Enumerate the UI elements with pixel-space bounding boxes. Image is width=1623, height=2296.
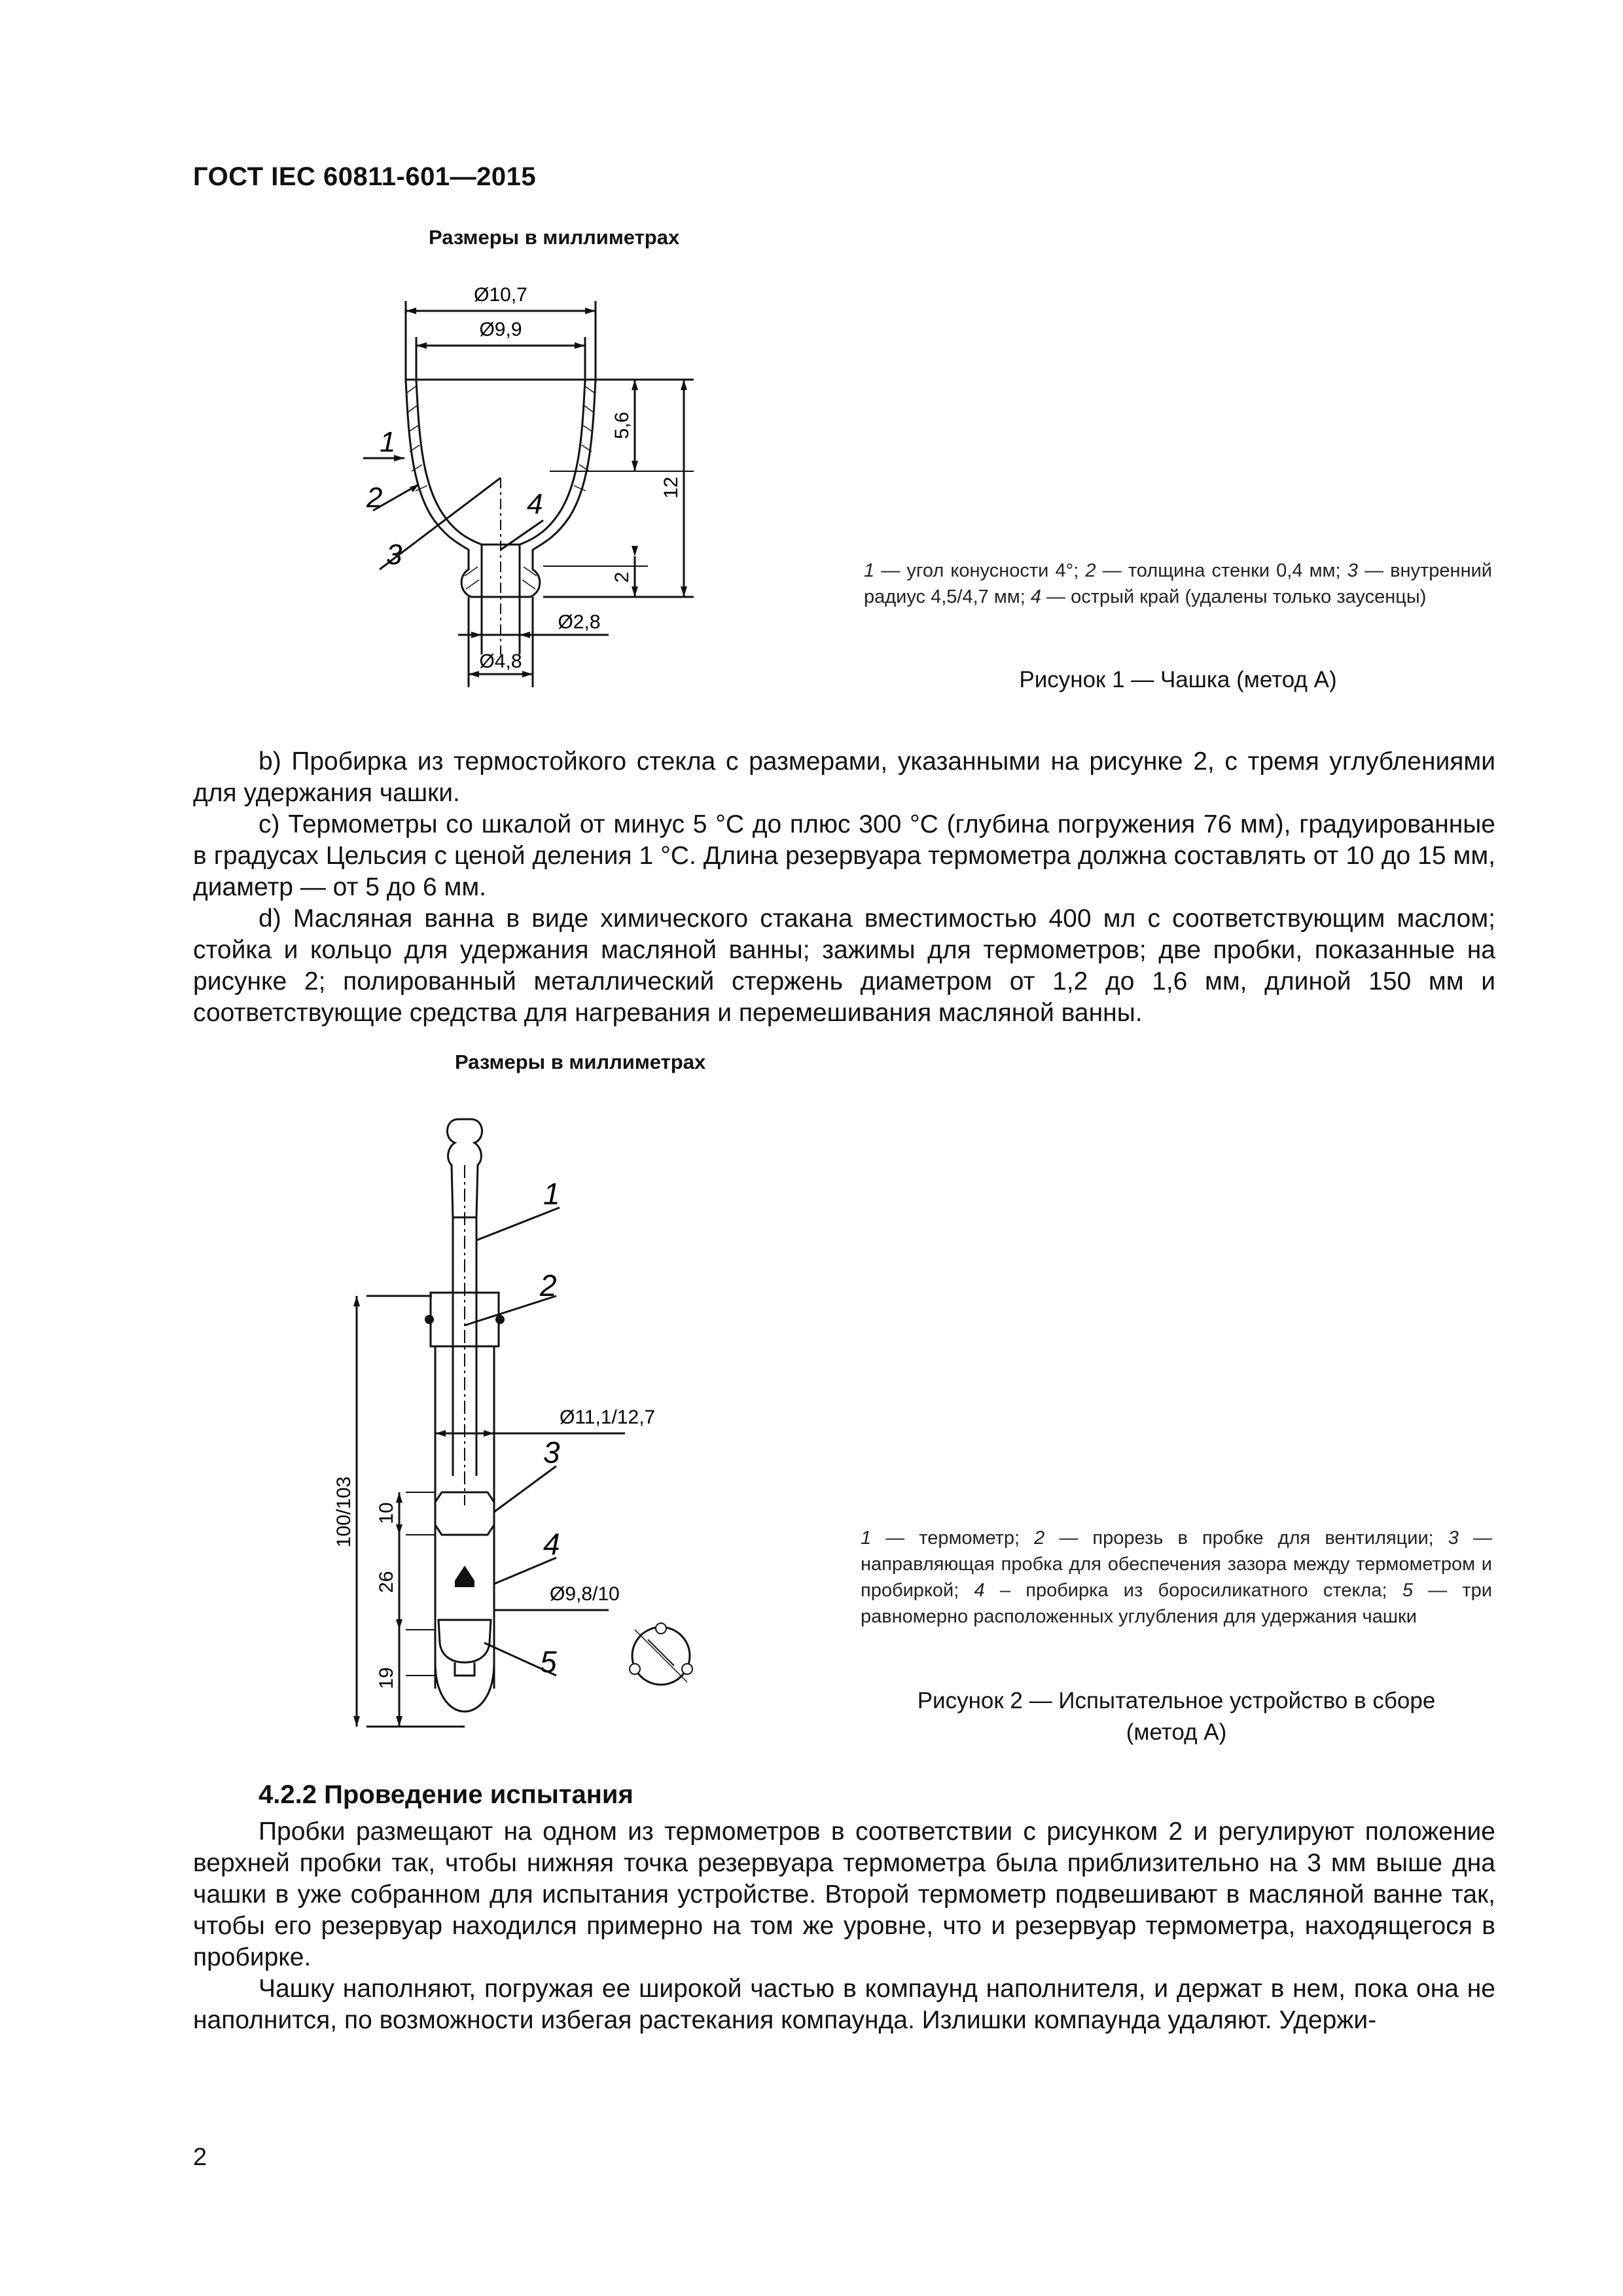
page-number: 2 [193,2144,207,2171]
figure2-legend-num-3: 3 [1448,1528,1459,1549]
document-code: ГОСТ IEC 60811-601—2015 [193,162,537,191]
section-paragraph-1: Пробки размещают на одном из термометров в соответствии с рисунком 2 и регулируют положение верхней пробки так, чтобы нижняя точка резервуара термометра была приблизительно на 3 мм выше дна чашки в уже собранном для испытания устройстве. Второй термометр подвешивают в масляной ванне так, чтобы его резервуар находился примерно на том же уровне, что и резервуар термометра, находящегося в пробирке. [193,1818,1495,1971]
figure2-legend-num-2: 2 [1034,1528,1045,1549]
figure2-caption-line2: (метод А) [1126,1719,1227,1745]
figure1-caption: Рисунок 1 — Чашка (метод А) [1019,667,1337,692]
figure1-dim-nozzle-diameter: Ø4,8 [479,651,522,672]
figure2-legend-text-2: — прорезь в пробке для вентиляции; [1044,1528,1448,1549]
section-body [193,1816,1495,2036]
figure2-legend-num-1: 1 [861,1528,872,1549]
figure2-dim-tube-diameter: Ø11,1/12,7 [560,1407,656,1428]
figure2-dims-note: Размеры в миллиметрах [455,1050,706,1073]
figure2-legend-text-3: — направляющая пробка для обеспечения зазора между термометром и пробиркой; [861,1528,1492,1601]
figure1-legend-text-2: — толщина стенки 0,4 мм; [1096,560,1347,581]
body-paragraphs [193,746,1495,1029]
figure1-dim-height-upper: 5,6 [611,412,633,439]
figure1-legend-text-4: — острый край (удалены только заусенцы) [1041,586,1427,607]
figure1-callout-3: 3 [386,539,402,571]
paragraph-b: b) Пробирка из термостойкого стекла с размерами, указанными на рисунке 2, с тремя углублениями для удержания чашки. [193,747,1495,807]
figure2-callout-5: 5 [540,1645,557,1679]
figure1-legend-num-1: 1 [864,560,875,581]
figure1-callout-1: 1 [380,426,396,458]
figure1-dim-bore: Ø2,8 [558,611,601,633]
figure2-callout-2: 2 [540,1268,557,1302]
figure2-legend [861,1525,1492,1630]
figure2-callout-3: 3 [543,1435,560,1469]
figure2-assembly-drawing [327,1100,733,1754]
paragraph-c: c) Термометры со шкалой от минус 5 °C до плюс 300 °C (глубина погружения 76 мм), градуированные в градусах Цельсия с ценой деления 1 °C. Длина резервуара термометра должна составлять от 10 до 15 мм, диаметр — от 5 до 6 мм. [193,810,1495,901]
figure2-callout-1: 1 [543,1177,560,1211]
figure1-callout-2: 2 [366,482,383,514]
figure2-caption-line1: Рисунок 2 — Испытательное устройство в сборе [917,1688,1436,1713]
figure2-legend-num-5: 5 [1402,1580,1413,1601]
figure1-dim-height-total: 12 [660,476,682,499]
figure2-caption [861,1685,1492,1748]
figure1-legend-num-3: 3 [1347,560,1358,581]
figure1-dim-inner-diameter: Ø9,9 [479,319,522,340]
figure2-legend-text-5: — три равномерно расположенных углубления для удержания чашки [861,1580,1493,1627]
figure2-dim-guide-height: 10 [376,1502,397,1524]
figure1-dims-note: Размеры в миллиметрах [429,226,680,249]
figure1-legend-text-3: — внутренний радиус 4,5/4,7 мм; [864,560,1492,607]
figure1-legend-num-2: 2 [1085,560,1096,581]
section-heading: 4.2.2 Проведение испытания [259,1780,633,1809]
figure2-callout-4: 4 [543,1527,560,1561]
figure2-legend-text-1: — термометр; [871,1528,1035,1549]
figure2-dim-bottom-height: 19 [376,1667,397,1689]
figure1-legend [864,558,1492,610]
figure2-dim-cup-diameter: Ø9,8/10 [550,1583,620,1605]
figure1-dim-height-nozzle: 2 [611,571,633,583]
section-paragraph-2: Чашку наполняют, погружая ее широкой частью в компаунд наполнителя, и держат в нем, пока она не наполнится, по возможности избегая растекания компаунда. Излишки компаунда удаляют. Удержи- [193,1975,1495,2034]
figure2-dim-total-height: 100/103 [333,1476,355,1548]
figure1-legend-num-4: 4 [1030,586,1041,607]
figure2-legend-num-4: 4 [974,1580,985,1601]
figure1-cup-drawing [353,262,720,707]
figure1-legend-text-1: — угол конусности 4°; [874,560,1086,581]
figure1-dim-outer-diameter: Ø10,7 [474,284,527,306]
figure2-legend-text-4: – пробирка из боросиликатного стекла; [984,1580,1402,1601]
figure2-dim-mid-height: 26 [376,1571,397,1593]
paragraph-d: d) Масляная ванна в виде химического стакана вместимостью 400 мл с соответствующим маслом; стойка и кольцо для удержания масляной ванны; зажимы для термометров; две пробки, показанные на рисунке 2; полированный металлический стержень диаметром от 1,2 до 1,6 мм, длиной 150 мм и соответствующие средства для нагревания и перемешивания масляной ванны. [193,905,1495,1027]
figure1-callout-4: 4 [527,488,543,520]
